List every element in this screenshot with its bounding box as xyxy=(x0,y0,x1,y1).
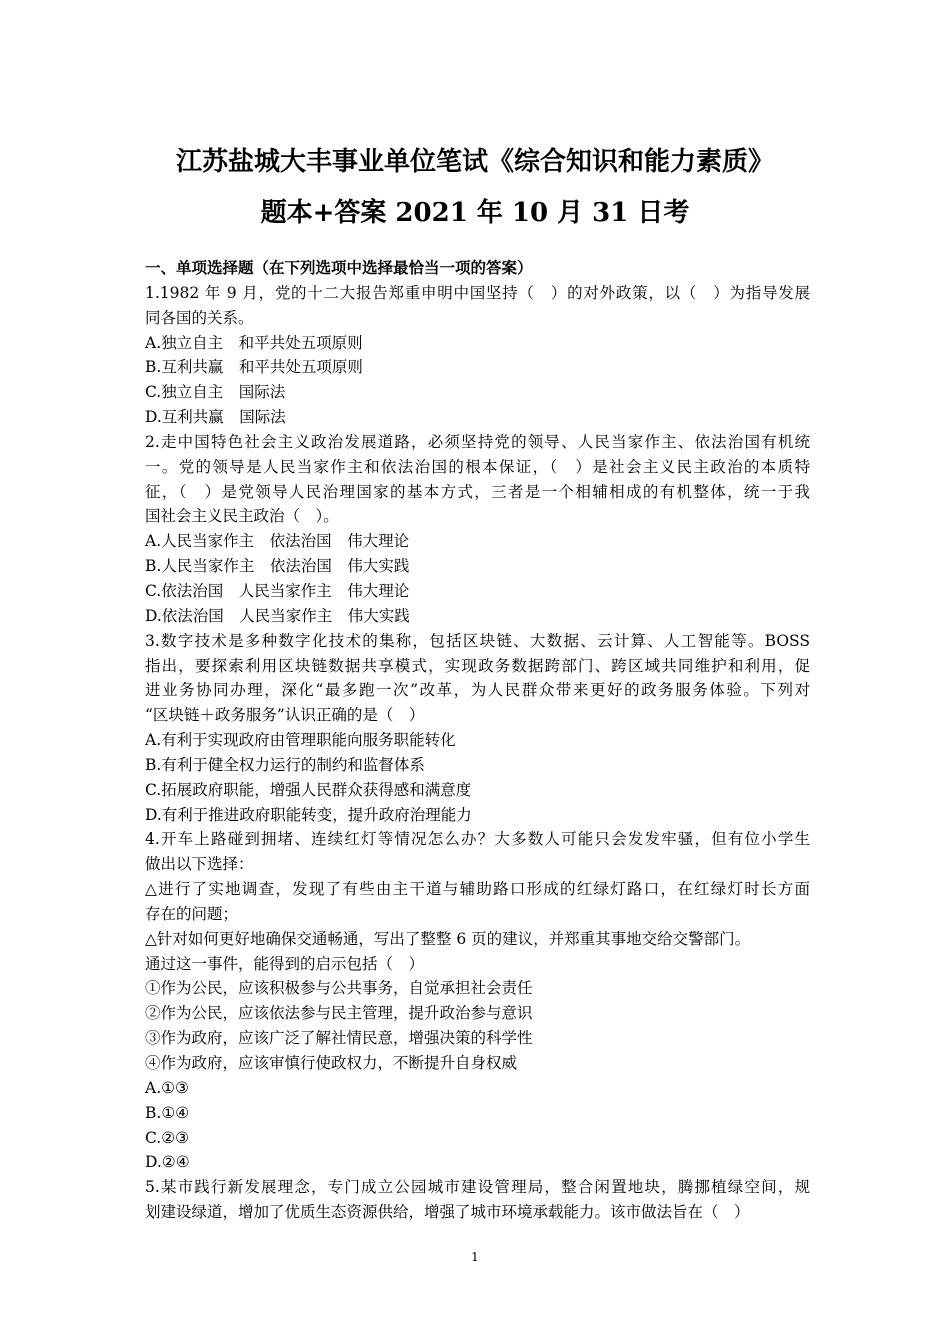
answer-option: A.独立自主 和平共处五项原则 xyxy=(145,333,363,352)
answer-option: B.互利共赢 和平共处五项原则 xyxy=(145,358,363,377)
question-stem: 5.某市践行新发展理念，专门成立公园城市建设管理局，整合闲置地块，腾挪植绿空间，规 xyxy=(145,1178,810,1197)
question-stem: 4.开车上路碰到拥堵、连续红灯等情况怎么办？大多数人可能只会发发牢骚，但有位小学生 xyxy=(145,830,810,849)
text-line: △针对如何更好地确保交通畅通，写出了整整 6 页的建议，并郑重其事地交给交警部门。 xyxy=(145,929,751,948)
text-line: 一。党的领导是人民当家作主和依法治国的根本保证，（ ）是社会主义民主政治的本质特 xyxy=(145,457,810,476)
text-line: “区块链＋政务服务”认识正确的是（ ） xyxy=(145,706,425,725)
answer-option: A.①③ xyxy=(145,1078,189,1097)
answer-option: D.有利于推进政府职能转变，提升政府治理能力 xyxy=(145,805,472,824)
answer-option: A.有利于实现政府由管理职能向服务职能转化 xyxy=(145,731,456,750)
text-line: 进业务协同办理，深化“最多跑一次”改革，为人民群众带来更好的政务服务体验。下列对 xyxy=(145,681,810,700)
text-line: 国社会主义民主政治（ ）。 xyxy=(145,507,339,526)
answer-option: B.有利于健全权力运行的制约和监督体系 xyxy=(145,755,425,774)
document-body xyxy=(145,256,810,1225)
text-line: 做出以下选择： xyxy=(145,855,254,874)
question-stem: 3.数字技术是多种数字化技术的集称，包括区块链、大数据、云计算、人工智能等。BOSS xyxy=(145,631,810,650)
section-heading: 一、单项选择题（在下列选项中选择最恰当一项的答案） xyxy=(145,258,533,277)
document-title-line-1: 江苏盐城大丰事业单位笔试《综合知识和能力素质》 xyxy=(175,147,774,177)
text-line: 指出，要探索利用区块链数据共享模式，实现政务数据跨部门、跨区域共同维护和利用，促 xyxy=(145,656,810,675)
text-line: ①作为公民，应该积极参与公共事务，自觉承担社会责任 xyxy=(145,979,533,998)
answer-option: D.依法治国 人民当家作主 伟大实践 xyxy=(145,606,410,625)
document-title-line-2: 题本+答案 2021 年 10 月 31 日考 xyxy=(260,198,690,228)
text-line: ②作为公民，应该依法参与民主管理，提升政治参与意识 xyxy=(145,1004,533,1023)
answer-option: B.①④ xyxy=(145,1103,190,1122)
question-stem: 1.1982 年 9 月，党的十二大报告郑重申明中国坚持（ ）的对外政策，以（ ）为指导发展 xyxy=(145,283,810,302)
text-line: ④作为政府，应该审慎行使政权力，不断提升自身权威 xyxy=(145,1054,518,1072)
answer-option: A.人民当家作主 依法治国 伟大理论 xyxy=(145,532,410,551)
text-line: 通过这一事件，能得到的启示包括（ ） xyxy=(145,954,425,973)
text-line: 划建设绿道，增加了优质生态资源供给，增强了城市环境承载能力。该市做法旨在（ ） xyxy=(145,1203,750,1222)
answer-option: C.依法治国 人民当家作主 伟大理论 xyxy=(145,581,410,600)
answer-option: C.独立自主 国际法 xyxy=(145,383,286,402)
answer-option: D.②④ xyxy=(145,1153,190,1172)
question-stem: 2.走中国特色社会主义政治发展道路，必须坚持党的领导、人民当家作主、依法治国有机统 xyxy=(145,432,810,451)
text-line: 征，（ ）是党领导人民治理国家的基本方式，三者是一个相辅相成的有机整体，统一于我 xyxy=(145,482,810,501)
answer-option: C.拓展政府职能，增强人民群众获得感和满意度 xyxy=(145,780,472,799)
page-number: 1 xyxy=(471,1250,479,1264)
text-line: 存在的问题； xyxy=(145,904,239,923)
text-line: ③作为政府，应该广泛了解社情民意，增强决策的科学性 xyxy=(145,1029,533,1048)
text-line: △进行了实地调查，发现了有些由主干道与辅助路口形成的红绿灯路口，在红绿灯时长方面 xyxy=(145,880,810,899)
text-line: 同各国的关系。 xyxy=(145,308,254,327)
answer-option: C.②③ xyxy=(145,1128,190,1147)
answer-option: D.互利共赢 国际法 xyxy=(145,408,286,427)
answer-option: B.人民当家作主 依法治国 伟大实践 xyxy=(145,557,410,576)
